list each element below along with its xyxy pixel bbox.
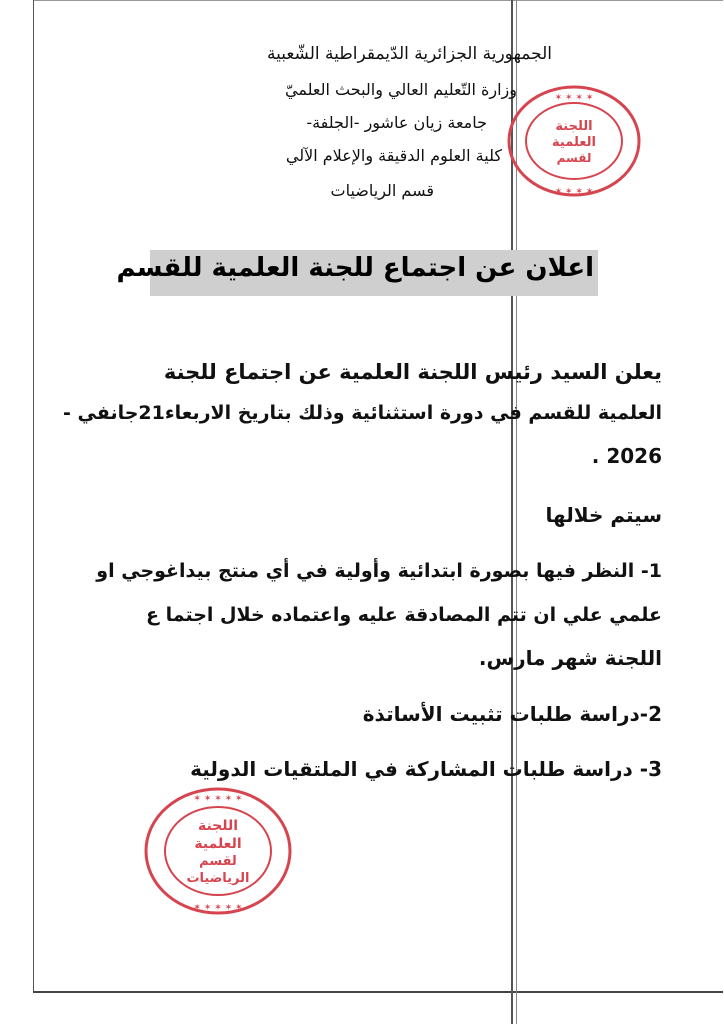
header-republic: الجمهورية الجزائرية الدّيمقراطية الشّعبية: [266, 44, 552, 64]
header-university: جامعة زيان عاشور -الجلفة-: [306, 113, 487, 132]
header-faculty: كلية العلوم الدقيقة والإعلام الآلي: [285, 146, 502, 165]
svg-text:لقسم: لقسم: [556, 151, 592, 165]
agenda-item-3: 3- دراسة طلبات المشاركة في الملتقيات الدولية: [190, 757, 662, 781]
frame-left-border: [33, 0, 34, 992]
svg-text:✶ ✶ ✶ ✶ ✶: ✶ ✶ ✶ ✶ ✶: [193, 903, 243, 913]
agenda-heading: سيتم خلالها: [545, 503, 662, 527]
department-seal-stamp: [143, 786, 293, 916]
svg-text:العلمية: العلمية: [194, 836, 242, 852]
agenda-item-1: علمي علي ان تتم المصادقة عليه واعتماده خلال اجتما ع: [146, 604, 662, 626]
agenda-item-2: 2-دراسة طلبات تثبيت الأساتذة: [362, 702, 662, 726]
agenda-item-1: اللجنة شهر مارس.: [478, 646, 662, 670]
svg-text:العلمية: العلمية: [552, 135, 596, 150]
svg-text:✶ ✶ ✶ ✶: ✶ ✶ ✶ ✶: [554, 93, 594, 103]
svg-text:لقسم: لقسم: [199, 854, 237, 869]
frame-top-border: [33, 0, 723, 1]
svg-text:✶ ✶ ✶ ✶ ✶: ✶ ✶ ✶ ✶ ✶: [193, 794, 243, 804]
body-intro-line: يعلن السيد رئيس اللجنة العلمية عن اجتماع للجنة: [163, 360, 662, 384]
svg-text:✶ ✶ ✶ ✶: ✶ ✶ ✶ ✶: [554, 187, 594, 197]
header-department: قسم الرياضيات: [330, 181, 434, 200]
body-intro-line: العلمية للقسم في دورة استثنائية وذلك بتاريخ الاربعاء21جانفي -: [63, 402, 662, 424]
page-title: اعلان عن اجتماع للجنة العلمية للقسم: [116, 253, 594, 283]
svg-text:الرياضيات: الرياضيات: [186, 871, 250, 886]
agenda-item-1: 1- النظر فيها بصورة ابتدائية وأولية في أي منتج بيداغوجي او: [96, 560, 662, 582]
body-intro-line: 2026 .: [591, 444, 662, 468]
svg-text:اللجنة: اللجنة: [555, 119, 593, 134]
header-ministry: وزارة التّعليم العالي والبحث العلميّ: [285, 80, 517, 99]
svg-text:اللجنة: اللجنة: [197, 818, 239, 834]
department-seal-stamp: [506, 84, 642, 198]
frame-bottom-border: [33, 991, 723, 993]
